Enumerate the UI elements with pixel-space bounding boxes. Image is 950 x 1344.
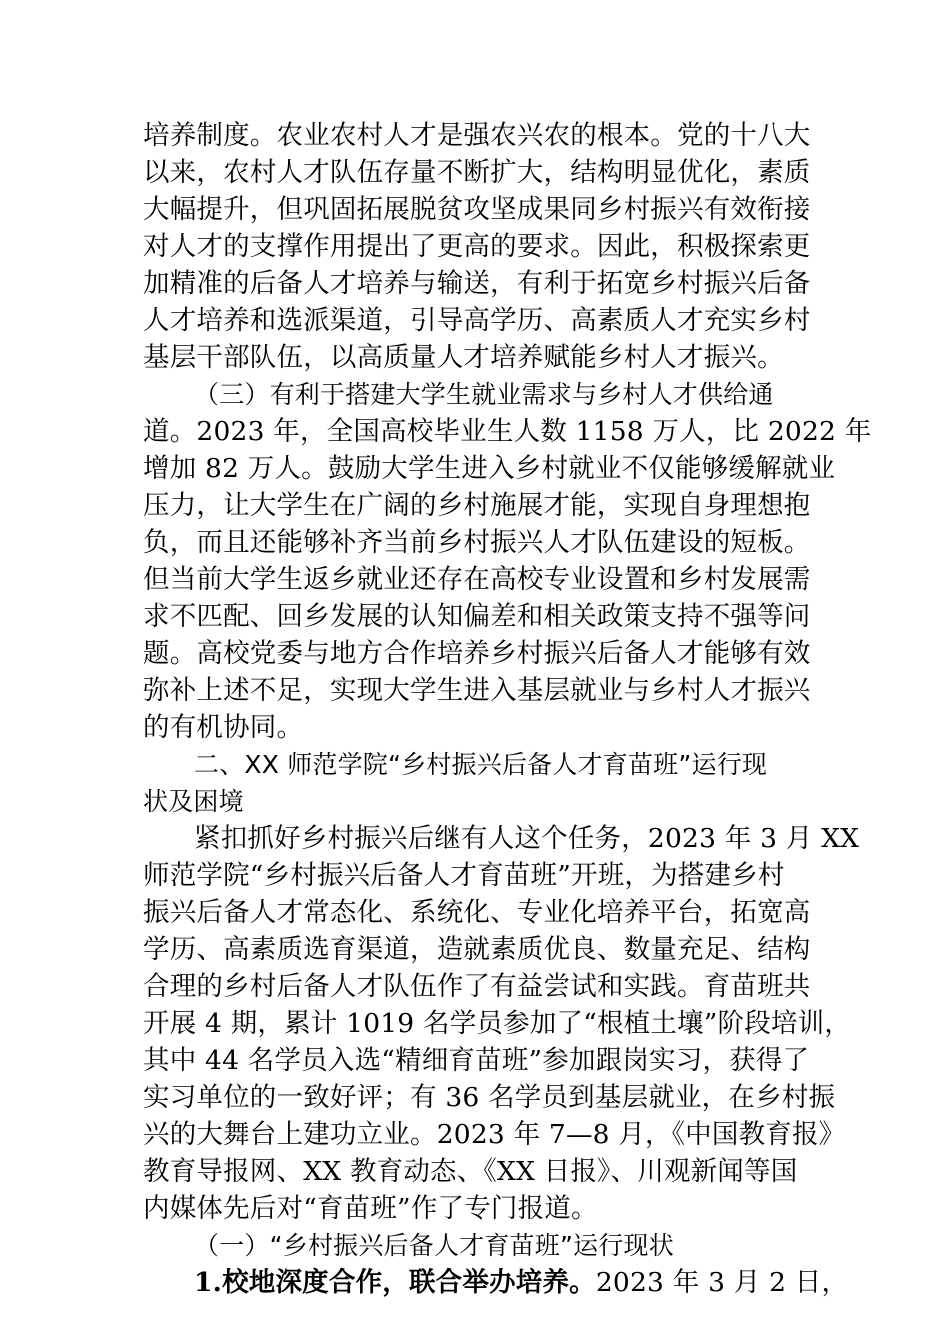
paragraph-line: 振兴后备人才常态化、系统化、专业化培养平台，拓宽高 <box>143 897 811 928</box>
paragraph-line: 紧扣抓好乡村振兴后继有人这个任务，2023 年 3 月 XX <box>194 823 860 854</box>
paragraph-line: 增加 82 万人。鼓励大学生进入乡村就业不仅能够缓解就业 <box>143 453 836 484</box>
lead-rest: 2023 年 3 月 2 日， <box>595 1267 849 1298</box>
paragraph-line: 负，而且还能够补齐当前乡村振兴人才队伍建设的短板。 <box>143 527 811 558</box>
paragraph-line: 题。高校党委与地方合作培养乡村振兴后备人才能够有效 <box>143 638 811 669</box>
paragraph-line: 内媒体先后对“育苗班”作了专门报道。 <box>143 1193 598 1224</box>
paragraph-line: 其中 44 名学员入选“精细育苗班”参加跟岗实习，获得了 <box>143 1045 810 1076</box>
paragraph-line: 道。2023 年，全国高校毕业生人数 1158 万人，比 2022 年 <box>143 416 872 447</box>
paragraph-line: 但当前大学生返乡就业还存在高校专业设置和乡村发展需 <box>143 564 811 595</box>
bold-lead: 1.校地深度合作，联合举办培养。 <box>194 1267 596 1298</box>
paragraph-line: 求不匹配、回乡发展的认知偏差和相关政策支持不强等问 <box>143 601 811 632</box>
section-heading-3: （三）有利于搭建大学生就业需求与乡村人才供给通 <box>194 380 774 409</box>
paragraph-line: 培养制度。农业农村人才是强农兴农的根本。党的十八大 <box>143 120 811 151</box>
paragraph-line: 开展 4 期，累计 1019 名学员参加了“根植土壤”阶段培训， <box>143 1008 851 1039</box>
subsection-heading-1: （一）“乡村振兴后备人才育苗班”运行现状 <box>194 1231 674 1260</box>
paragraph-line: 兴的大舞台上建功立业。2023 年 7—8 月，《中国教育报》 <box>143 1119 846 1150</box>
paragraph-line: 对人才的支撑作用提出了更高的要求。因此，积极探索更 <box>143 231 811 262</box>
paragraph-line: 压力，让大学生在广阔的乡村施展才能，实现自身理想抱 <box>143 490 811 521</box>
paragraph-line: 实习单位的一致好评；有 36 名学员到基层就业，在乡村振 <box>143 1082 836 1113</box>
paragraph-line: 弥补上述不足，实现大学生进入基层就业与乡村人才振兴 <box>143 675 811 706</box>
paragraph-line: 学历、高素质选育渠道，造就素质优良、数量充足、结构 <box>143 934 811 965</box>
section-heading-2-cont: 状及困境 <box>143 787 244 816</box>
section-heading-2: 二、XX 师范学院“乡村振兴后备人才育苗班”运行现 <box>194 750 768 779</box>
paragraph-line: 师范学院“乡村振兴后备人才育苗班”开班，为搭建乡村 <box>143 860 785 891</box>
paragraph-line: 合理的乡村后备人才队伍作了有益尝试和实践。育苗班共 <box>143 971 811 1002</box>
paragraph-line: 以来，农村人才队伍存量不断扩大，结构明显优化，素质 <box>143 157 811 188</box>
paragraph-line: 基层干部队伍，以高质量人才培养赋能乡村人才振兴。 <box>143 342 784 373</box>
paragraph-line: 大幅提升，但巩固拓展脱贫攻坚成果同乡村振兴有效衔接 <box>143 194 811 225</box>
paragraph-line-last <box>194 1264 894 1301</box>
paragraph-line: 人才培养和选派渠道，引导高学历、高素质人才充实乡村 <box>143 305 811 336</box>
paragraph-line: 加精准的后备人才培养与输送，有利于拓宽乡村振兴后备 <box>143 268 811 299</box>
paragraph-line: 教育导报网、XX 教育动态、《XX 日报》、川观新闻等国 <box>143 1156 798 1187</box>
paragraph-line: 的有机协同。 <box>143 712 304 743</box>
